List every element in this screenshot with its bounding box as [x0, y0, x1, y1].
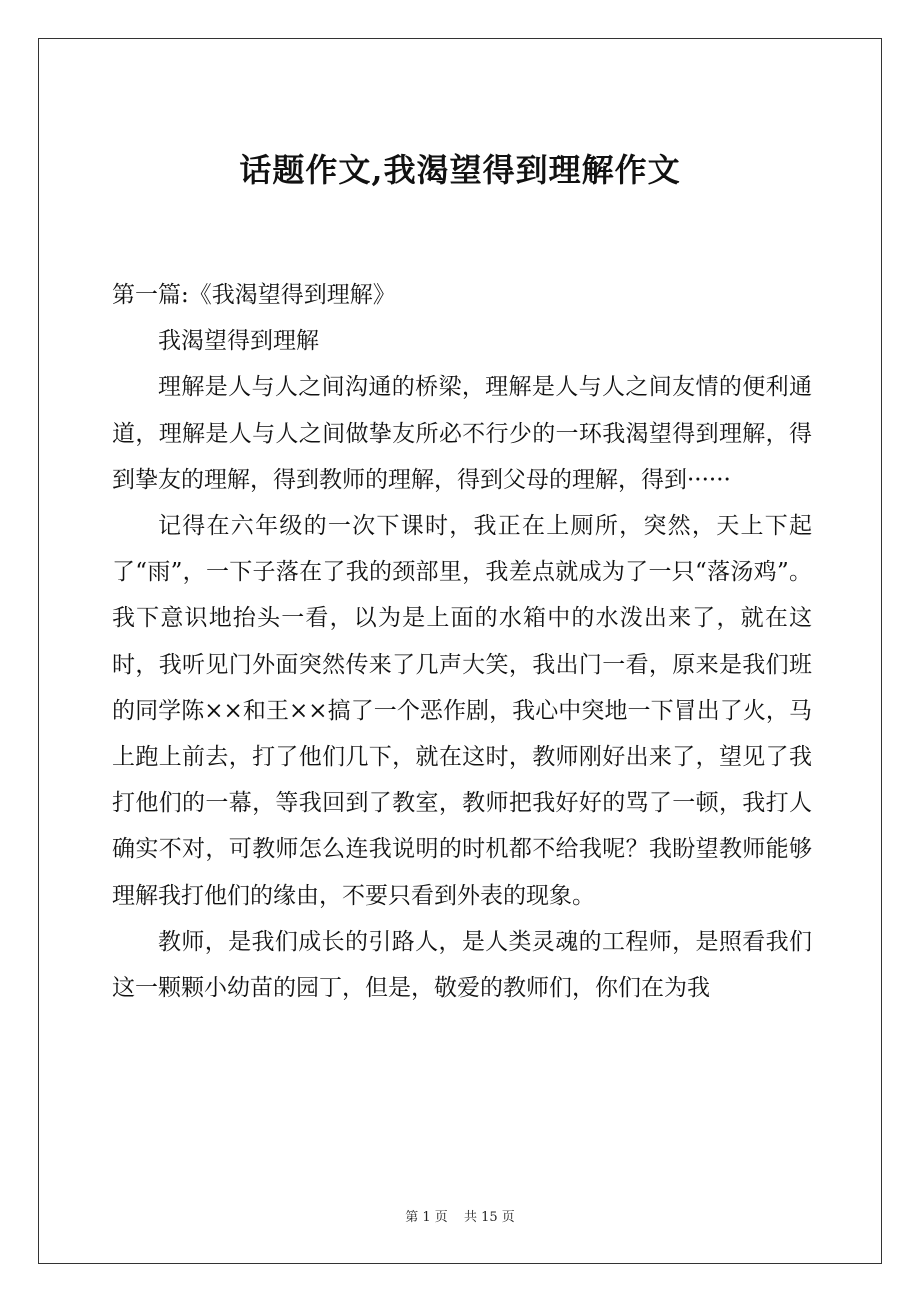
page-total: 共 15 页: [463, 1210, 515, 1225]
paragraph-1: 理解是人与人之间沟通的桥梁，理解是人与人之间友情的便利通道，理解是人与人之间做挚友所必不行少的一环我渴望得到理解，得到挚友的理解，得到教师的理解，得到父母的理解，得到······: [112, 374, 812, 493]
paragraph-2: 记得在六年级的一次下课时，我正在上厕所，突然，天上下起了“雨”，一下子落在了我的颈部里，我差点就成为了一只“落汤鸡”。我下意识地抬头一看，以为是上面的水箱中的水泼出来了，就在这时，我听见门外面突然传来了几声大笑，我出门一看，原来是我们班的同学陈××和王××搞了一个恶作剧，我心中突地一下冒出了火，马上跑上前去，打了他们几下，就在这时，教师刚好出来了，望见了我打他们的一幕，等我回到了教室，教师把我好好的骂了一顿，我打人确实不对，可教师怎么连我说明的时机都不给我呢？我盼望教师能够理解我打他们的缘由，不要只看到外表的现象。: [112, 513, 812, 909]
section-heading: 第一篇:《我渴望得到理解》: [112, 282, 396, 308]
page-number: 第 1 页: [405, 1210, 448, 1225]
document-title: 话题作文,我渴望得到理解作文: [239, 151, 681, 189]
document-body: [112, 272, 812, 1011]
page-footer: [0, 1206, 920, 1225]
essay-subtitle: 我渴望得到理解: [158, 328, 319, 355]
paragraph-3: 教师，是我们成长的引路人，是人类灵魂的工程师，是照看我们这一颗颗小幼苗的园丁，但是，敬爱的教师们，你们在为我: [112, 928, 812, 1002]
